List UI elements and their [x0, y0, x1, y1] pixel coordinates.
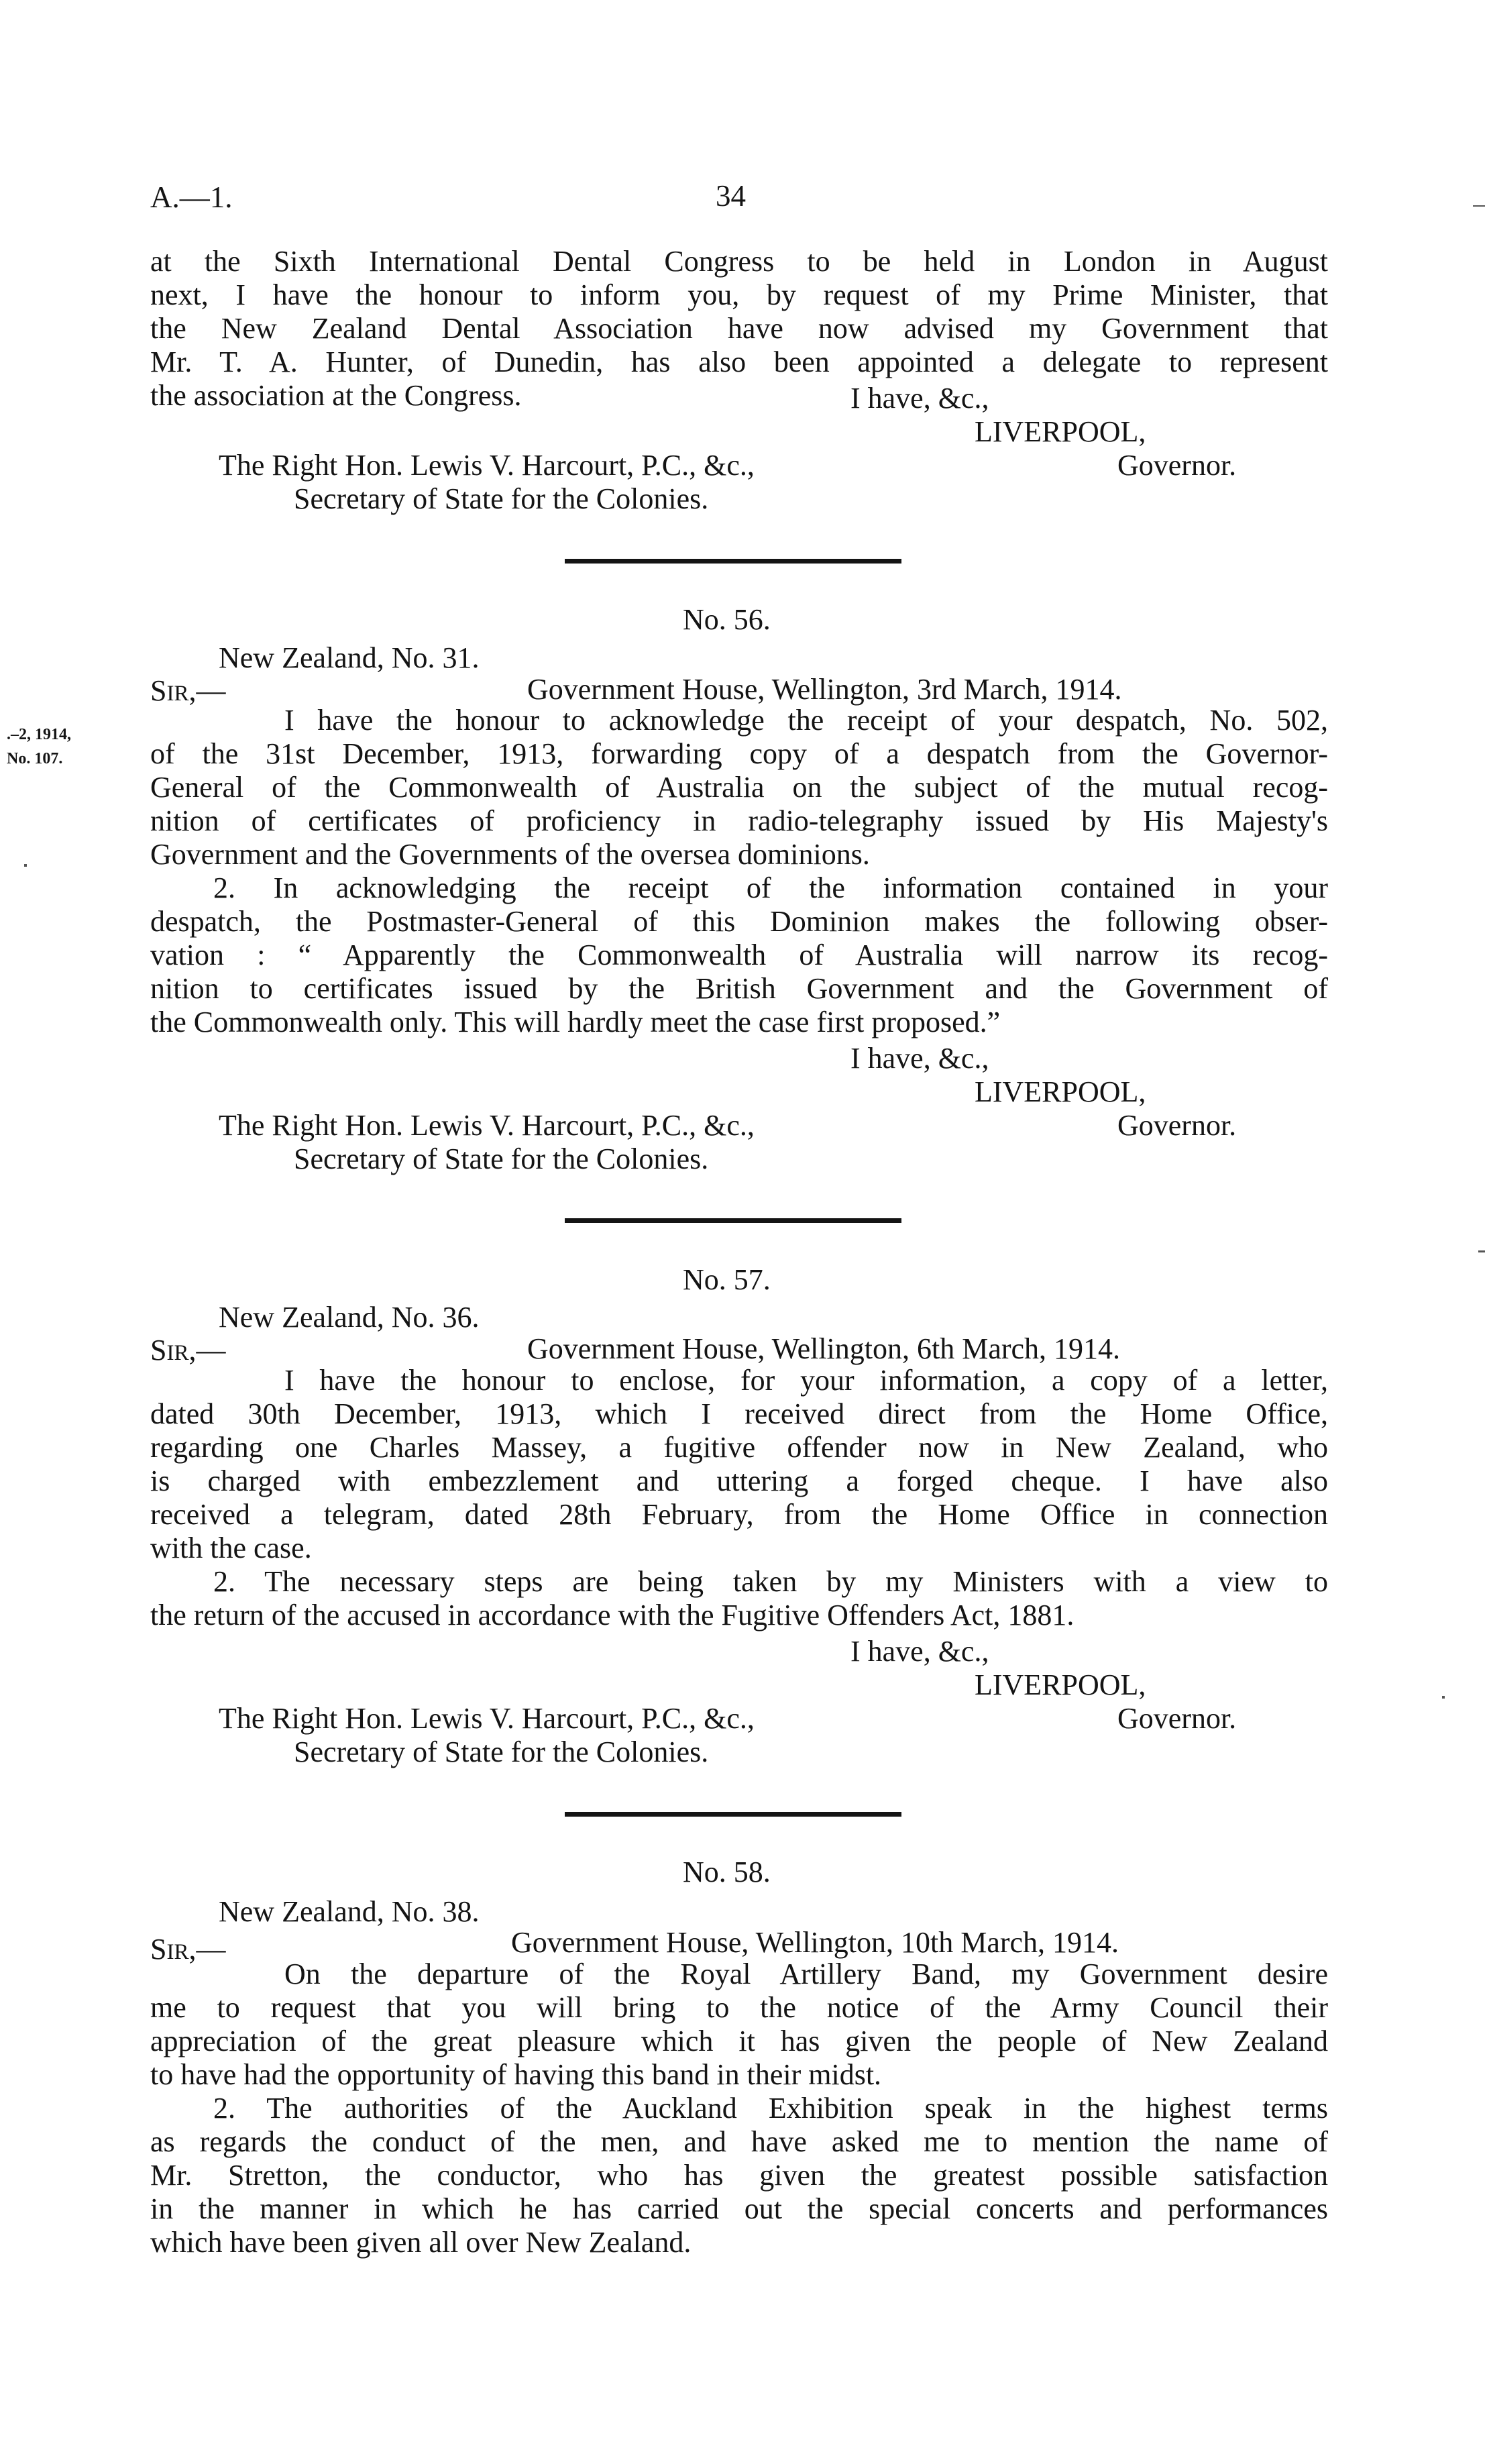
addressee-title: Secretary of State for the Colonies.	[294, 482, 709, 515]
despatch-reference: New Zealand, No. 31.	[219, 641, 480, 674]
addressee: The Right Hon. Lewis V. Harcourt, P.C., &c.,	[219, 1109, 755, 1142]
letter-number: No. 58.	[683, 1856, 771, 1888]
paragraph-line: On the departure of the Royal Artillery Band, my Government desire	[284, 1958, 1328, 1990]
section-divider	[565, 559, 901, 564]
paragraph-line: the return of the accused in accordance with the Fugitive Offenders Act, 1881.	[150, 1599, 1074, 1631]
margin-note: No. 107.	[7, 750, 63, 767]
paragraph-line: 2. The authorities of the Auckland Exhibition speak in the highest terms	[213, 2092, 1328, 2125]
scan-speck	[1473, 205, 1485, 207]
addressee-title: Secretary of State for the Colonies.	[294, 1142, 709, 1175]
addressee: The Right Hon. Lewis V. Harcourt, P.C., &c.,	[219, 1702, 755, 1735]
closing-phrase: I have, &c.,	[850, 1635, 989, 1668]
salutation: SIR,—	[150, 1933, 226, 1966]
closing-phrase: I have, &c.,	[850, 382, 989, 415]
paragraph-line: dated 30th December, 1913, which I received direct from the Home Office,	[150, 1397, 1328, 1430]
paragraph-line: received a telegram, dated 28th February, from the Home Office in connection	[150, 1498, 1328, 1531]
despatch-reference: New Zealand, No. 36.	[219, 1301, 480, 1334]
paragraph-line: General of the Commonwealth of Australia on the subject of the mutual recog-	[150, 771, 1328, 804]
salutation: SIR,—	[150, 1334, 226, 1367]
despatch-reference: New Zealand, No. 38.	[219, 1895, 480, 1928]
paragraph-line: the Commonwealth only. This will hardly meet the case first proposed.”	[150, 1006, 1001, 1038]
salutation: SIR,—	[150, 674, 226, 707]
signatory-role: Governor.	[1117, 449, 1237, 482]
paragraph-line: vation : “ Apparently the Commonwealth of Australia will narrow its recog-	[150, 939, 1328, 971]
signature: LIVERPOOL,	[975, 1075, 1146, 1108]
intro-line: at the Sixth International Dental Congress to be held in London in August	[150, 245, 1328, 278]
paragraph-line: I have the honour to enclose, for your information, a copy of a letter,	[284, 1364, 1328, 1397]
paragraph-line: I have the honour to acknowledge the receipt of your despatch, No. 502,	[284, 704, 1328, 737]
signature: LIVERPOOL,	[975, 415, 1146, 448]
addressee: The Right Hon. Lewis V. Harcourt, P.C., &c.,	[219, 449, 755, 482]
section-divider	[565, 1812, 901, 1817]
margin-note: .–2, 1914,	[7, 726, 71, 743]
place-date: Government House, Wellington, 3rd March, 1914.	[527, 673, 1122, 706]
paragraph-line: to have had the opportunity of having this band in their midst.	[150, 2058, 882, 2091]
paragraph-line: 2. In acknowledging the receipt of the information contained in your	[213, 871, 1328, 904]
series-label: A.—1.	[150, 180, 233, 214]
scan-speck	[1442, 1696, 1445, 1699]
signatory-role: Governor.	[1117, 1109, 1237, 1142]
paragraph-line: 2. The necessary steps are being taken by my Ministers with a view to	[213, 1565, 1328, 1598]
intro-line: next, I have the honour to inform you, by request of my Prime Minister, that	[150, 278, 1328, 311]
signatory-role: Governor.	[1117, 1702, 1237, 1735]
intro-line: the association at the Congress.	[150, 379, 522, 412]
place-date: Government House, Wellington, 6th March, 1914.	[527, 1332, 1121, 1365]
page-number: 34	[716, 179, 746, 213]
paragraph-line: appreciation of the great pleasure which it has given the people of New Zealand	[150, 2025, 1328, 2057]
signature: LIVERPOOL,	[975, 1668, 1146, 1701]
paragraph-line: me to request that you will bring to the notice of the Army Council their	[150, 1991, 1328, 2024]
scan-speck	[24, 864, 27, 867]
paragraph-line: Government and the Governments of the oversea dominions.	[150, 838, 870, 871]
section-divider	[565, 1218, 901, 1223]
paragraph-line: is charged with embezzlement and uttering a forged cheque. I have also	[150, 1464, 1328, 1497]
letter-number: No. 57.	[683, 1263, 771, 1296]
paragraph-line: of the 31st December, 1913, forwarding copy of a despatch from the Governor-	[150, 737, 1328, 770]
paragraph-line: despatch, the Postmaster-General of this Dominion makes the following obser-	[150, 905, 1328, 938]
paragraph-line: nition to certificates issued by the British Government and the Government of	[150, 972, 1328, 1005]
paragraph-line: as regards the conduct of the men, and have asked me to mention the name of	[150, 2125, 1328, 2158]
letter-number: No. 56.	[683, 603, 771, 636]
paragraph-line: which have been given all over New Zealand.	[150, 2226, 692, 2259]
closing-phrase: I have, &c.,	[850, 1042, 989, 1075]
intro-line: the New Zealand Dental Association have now advised my Government that	[150, 312, 1328, 345]
intro-line: Mr. T. A. Hunter, of Dunedin, has also been appointed a delegate to represent	[150, 345, 1328, 378]
scan-speck	[1478, 1250, 1485, 1252]
paragraph-line: with the case.	[150, 1532, 312, 1564]
paragraph-line: Mr. Stretton, the conductor, who has given the greatest possible satisfaction	[150, 2159, 1328, 2192]
paragraph-line: in the manner in which he has carried out the special concerts and performances	[150, 2192, 1328, 2225]
paragraph-line: nition of certificates of proficiency in radio-telegraphy issued by His Majesty's	[150, 804, 1328, 837]
place-date: Government House, Wellington, 10th March, 1914.	[511, 1926, 1119, 1959]
paragraph-line: regarding one Charles Massey, a fugitive offender now in New Zealand, who	[150, 1431, 1328, 1464]
addressee-title: Secretary of State for the Colonies.	[294, 1735, 709, 1768]
